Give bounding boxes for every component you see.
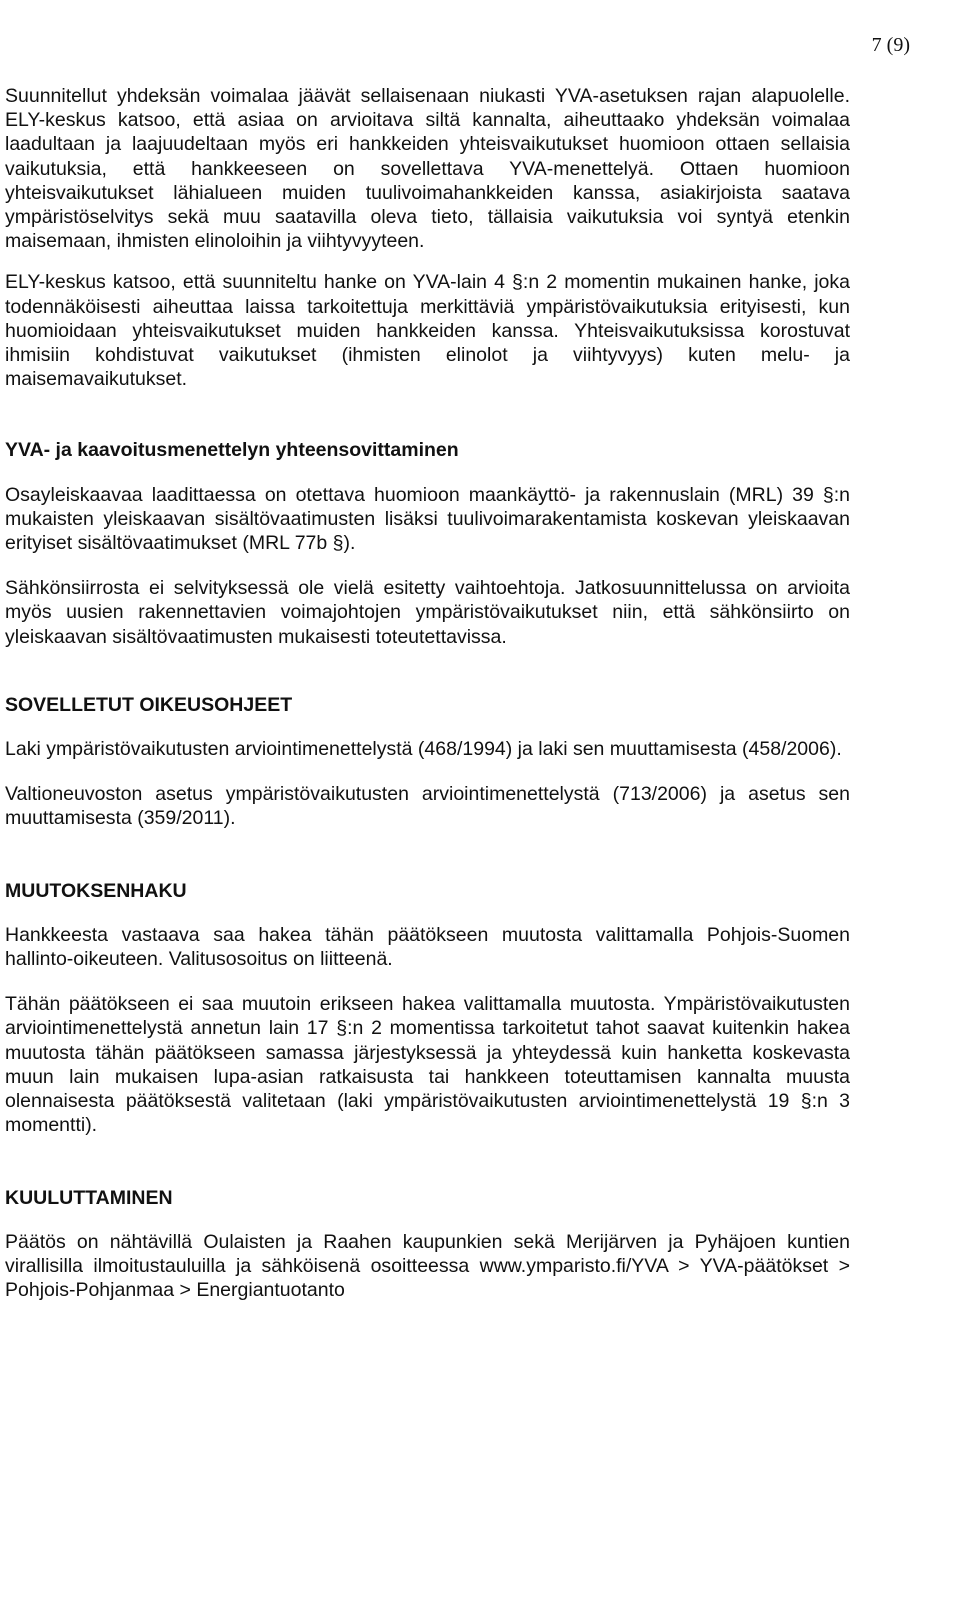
kuuluttaminen-heading: KUULUTTAMINEN <box>5 1186 173 1209</box>
muutoksenhaku-heading: MUUTOKSENHAKU <box>5 879 187 902</box>
oikeusohjeet-heading: SOVELLETUT OIKEUSOHJEET <box>5 693 293 716</box>
oikeusohjeet-paragraph-2: Valtioneuvoston asetus ympäristövaikutusten arviointimenettelystä (713/2006) ja asetus sen muuttamisesta (359/2011). <box>5 783 850 830</box>
intro-paragraph-1: Suunnitellut yhdeksän voimalaa jäävät sellaisenaan niukasti YVA-asetuksen rajan alapuolelle. ELY-keskus katsoo, että asiaa on arvioitava siltä kannalta, aiheuttaako yhdeksän voimalaa laadultaan ja laajuudeltaan myös eri hankkeiden yhteisvaikutukset huomioon ottaen sellaisia vaikutuksia, että hankkeeseen on sovellettava YVA-menettelyä. Ottaen huomioon yhteisvaikutukset lähialueen muiden tuulivoimahankkeiden kanssa, asiakirjoista saatava ympäristöselvitys sekä muu saatavilla oleva tieto, tällaisia vaikutuksia voi syntyä etenkin maisemaan, ihmisten elinoloihin ja viihtyvyyteen. <box>5 85 850 253</box>
page-number: 7 (9) <box>871 34 910 56</box>
oikeusohjeet-paragraph-1: Laki ympäristövaikutusten arviointimenettelystä (468/1994) ja laki sen muuttamisesta (458/2006). <box>5 738 842 761</box>
muutoksenhaku-paragraph-1: Hankkeesta vastaava saa hakea tähän päätökseen muutosta valittamalla Pohjois-Suomen hallinto-oikeuteen. Valitusosoitus on liitteenä. <box>5 923 850 971</box>
muutoksenhaku-paragraph-2: Tähän päätökseen ei saa muutoin erikseen hakea valittamalla muutosta. Ympäristövaikutusten arviointimenettelystä annetun lain 17 §:n 2 momentissa tarkoitetut tahot saavat kuitenkin hakea muutosta tähän päätökseen samassa järjestyksessä ja yhteydessä kuin hanketta koskevasta muun lain mukaisen lupa-asian ratkaisusta tai hankkeen toteuttamisen kannalta muusta olennaisesta päätöksestä valitetaan (laki ympäristövaikutusten arviointimenettelystä 19 §:n 3 momentti). <box>5 993 850 1137</box>
document-body <box>5 84 850 1302</box>
kuuluttaminen-paragraph-1: Päätös on nähtävillä Oulaisten ja Raahen kaupunkien sekä Merijärven ja Pyhäjoen kuntien virallisilla ilmoitustauluilla ja sähköisenä osoitteessa www.ymparisto.fi/YVA > YVA-päätökset > Pohjois-Pohjanmaa > Energiantuotanto <box>5 1230 850 1302</box>
yva-paragraph-2: Sähkönsiirrosta ei selvityksessä ole vielä esitetty vaihtoehtoja. Jatkosuunnittelussa on arvioita myös uusien rakennettavien voimajohtojen ympäristövaikutukset niin, että sähkönsiirto on yleiskaavan sisältövaatimusten mukaisesti toteutettavissa. <box>5 577 850 648</box>
yva-section-heading: YVA- ja kaavoitusmenettelyn yhteensovittaminen <box>5 439 459 462</box>
intro-paragraph-2: ELY-keskus katsoo, että suunniteltu hanke on YVA-lain 4 §:n 2 momentin mukainen hanke, joka todennäköisesti aiheuttaa laissa tarkoitettuja merkittäviä ympäristövaikutuksia erityisesti, kun huomioidaan yhteisvaikutukset muiden hankkeiden kanssa. Yhteisvaikutuksissa korostuvat ihmisiin kohdistuvat vaikutukset (ihmisten elinolot ja viihtyvyys) kuten melu- ja maisemavaikutukset. <box>5 271 850 391</box>
yva-paragraph-1: Osayleiskaavaa laadittaessa on otettava huomioon maankäyttö- ja rakennuslain (MRL) 39 §:n mukaisten yleiskaavan sisältövaatimusten lisäksi tuulivoimarakentamista koskevan yleiskaavan erityiset sisältövaatimukset (MRL 77b §). <box>5 483 850 555</box>
